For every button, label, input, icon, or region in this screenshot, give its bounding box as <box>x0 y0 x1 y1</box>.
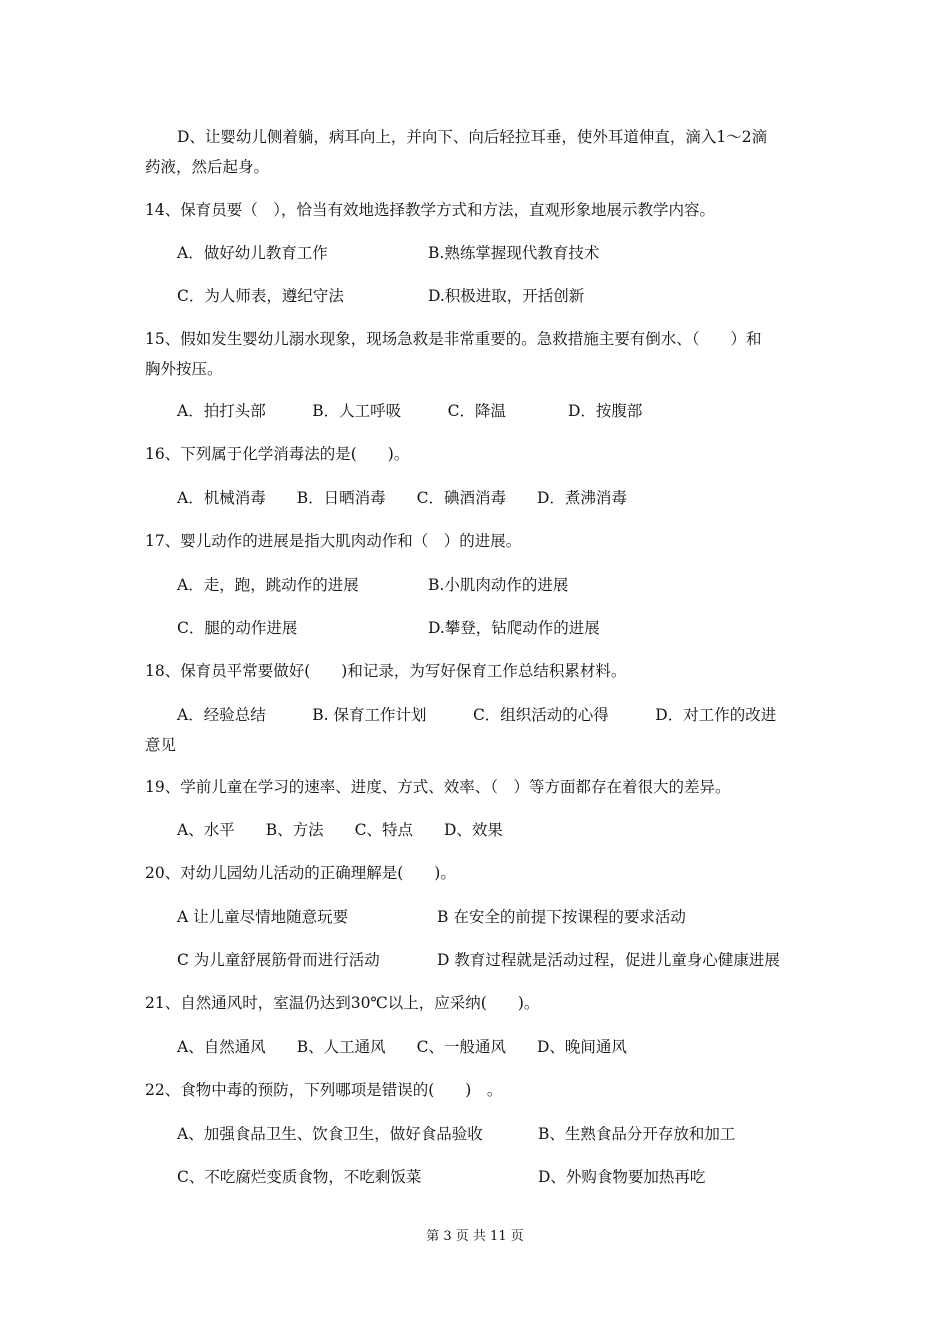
q16-options: A．机械消毒 B．日晒消毒 C．碘酒消毒 D．煮沸消毒 <box>177 489 627 507</box>
q14-option-b: B.熟练掌握现代教育技术 <box>428 244 600 262</box>
question-20: 20、对幼儿园幼儿活动的正确理解是( )。 <box>145 864 456 882</box>
q20-option-c: C 为儿童舒展筋骨而进行活动 <box>177 951 380 969</box>
q14-option-a: A．做好幼儿教育工作 <box>177 244 328 262</box>
q21-options: A、自然通风 B、人工通风 C、一般通风 D、晚间通风 <box>177 1038 627 1056</box>
q19-options: A、水平 B、方法 C、特点 D、效果 <box>177 821 503 839</box>
q14-option-d: D.积极进取，开括创新 <box>428 287 585 305</box>
question-15-continued: 胸外按压。 <box>145 360 223 378</box>
question-22: 22、食物中毒的预防，下列哪项是错误的( ) 。 <box>145 1081 503 1099</box>
q20-option-d: D 教育过程就是活动过程，促进儿童身心健康进展 <box>437 951 780 969</box>
q18-options: A．经验总结 B. 保育工作计划 C．组织活动的心得 D．对工作的改进 <box>177 706 777 724</box>
q22-option-a: A、加强食品卫生、饮食卫生，做好食品验收 <box>177 1125 483 1143</box>
question-19: 19、学前儿童在学习的速率、进度、方式、效率、（ ）等方面都存在着很大的差异。 <box>145 778 731 796</box>
option-line-continued: 药液，然后起身。 <box>145 158 270 176</box>
q22-option-c: C、不吃腐烂变质食物，不吃剩饭菜 <box>177 1168 422 1186</box>
question-16: 16、下列属于化学消毒法的是( )。 <box>145 445 410 463</box>
page-footer: 第 3 页 共 11 页 <box>426 1229 524 1244</box>
q17-option-d: D.攀登，钻爬动作的进展 <box>428 619 600 637</box>
q17-option-b: B.小肌肉动作的进展 <box>428 576 569 594</box>
q14-option-c: C．为人师表，遵纪守法 <box>177 287 344 305</box>
q17-option-c: C．腿的动作进展 <box>177 619 298 637</box>
q17-option-a: A．走，跑，跳动作的进展 <box>177 576 359 594</box>
question-18: 18、保育员平常要做好( )和记录，为写好保育工作总结积累材料。 <box>145 662 627 680</box>
question-14: 14、保育员要（ ），恰当有效地选择教学方式和方法，直观形象地展示教学内容。 <box>145 201 715 219</box>
q18-options-continued: 意见 <box>145 736 177 754</box>
question-15: 15、假如发生婴幼儿溺水现象，现场急救是非常重要的。急救措施主要有倒水、（ ）和 <box>145 330 762 348</box>
question-17: 17、婴儿动作的进展是指大肌肉动作和（ ）的进展。 <box>145 532 522 550</box>
option-line: D、让婴幼儿侧着躺，病耳向上，并向下、向后轻拉耳垂，使外耳道伸直，滴入1～2滴 <box>177 128 768 146</box>
q22-option-d: D、外购食物要加热再吃 <box>538 1168 706 1186</box>
q20-option-a: A 让儿童尽情地随意玩要 <box>177 908 349 926</box>
q15-options: A．拍打头部 B．人工呼吸 C．降温 D．按腹部 <box>177 402 643 420</box>
question-21: 21、自然通风时，室温仍达到30℃以上，应采纳( )。 <box>145 994 540 1012</box>
q22-option-b: B、生熟食品分开存放和加工 <box>538 1125 736 1143</box>
q20-option-b: B 在安全的前提下按课程的要求活动 <box>437 908 686 926</box>
